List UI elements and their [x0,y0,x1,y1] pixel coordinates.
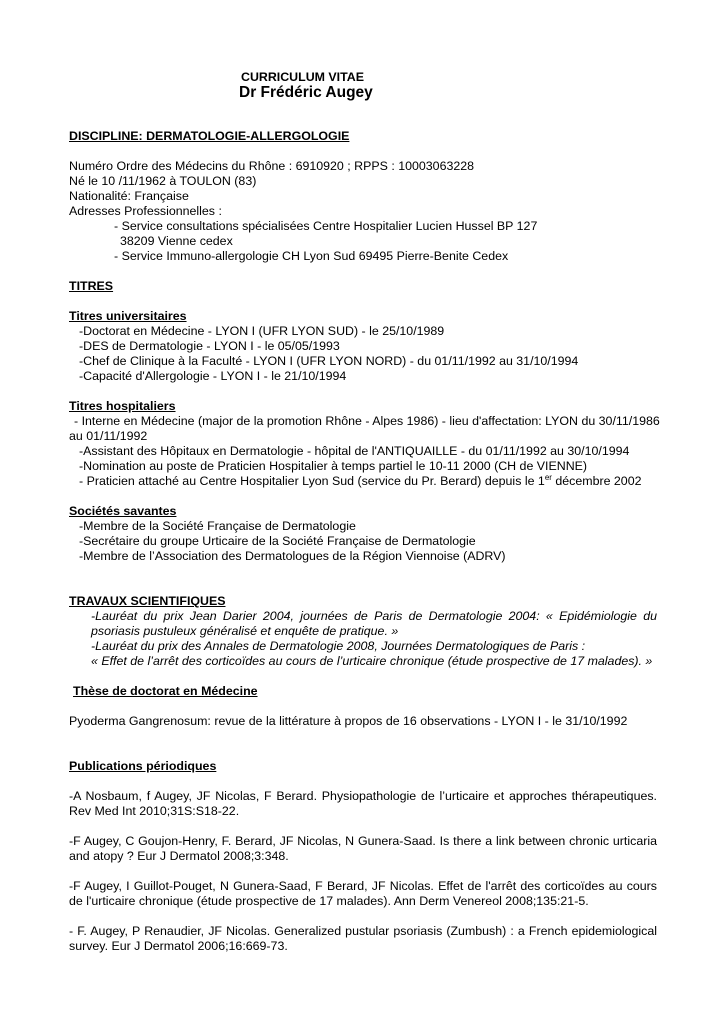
list-item: -Membre de l’Association des Dermatologues de la Région Viennoise (ADRV) [79,549,506,563]
address-2: - Service Immuno-allergologie CH Lyon Sud 69495 Pierre-Benite Cedex [114,249,509,263]
these-text: Pyoderma Gangrenosum: revue de la littérature à propos de 16 observations - LYON I - le 31/10/1992 [69,714,628,728]
list-item [69,474,657,489]
cv-label: CURRICULUM VITAE [241,70,364,84]
identity-block [69,159,657,264]
address-1: - Service consultations spécialisées Centre Hospitalier Lucien Hussel BP 127 [114,219,538,233]
titres-hospitaliers-heading: Titres hospitaliers [69,399,176,413]
list-item-continued: au 01/11/1992 [69,429,148,443]
addresses-label: Adresses Professionnelles : [69,204,222,218]
societes-heading: Sociétés savantes [69,504,177,518]
doctor-name: Dr Frédéric Augey [239,84,373,101]
address-1-city: 38209 Vienne cedex [120,234,233,248]
prix-2-title: « Effet de l’arrêt des corticoïdes au cours de l’urticaire chronique (étude prospective de 17 malades). » [91,654,653,668]
these-heading: Thèse de doctorat en Médecine [73,684,258,698]
superscript: er [544,472,552,482]
list-item: -DES de Dermatologie - LYON I - le 05/05/1993 [79,339,340,353]
birth-line: Né le 10 /11/1962 à TOULON (83) [69,174,257,188]
list-item: -Chef de Clinique à la Faculté - LYON I (UFR LYON NORD) - du 01/11/1992 au 31/10/1994 [79,354,579,368]
travaux-heading: TRAVAUX SCIENTIFIQUES [69,594,226,608]
publication-item: -F Augey, I Guillot-Pouget, N Gunera-Saad, F Berard, JF Nicolas. Effet de l'arrêt des corticoïdes au cours de l'urticaire chronique (étude prospective de 17 malades). Ann Derm Venereol 2008;135:21-5. [69,879,657,908]
publication-item: -A Nosbaum, f Augey, JF Nicolas, F Berard. Physiopathologie de l’urticaire et approches thérapeutiques. Rev Med Int 2010;31S:S18-22. [69,789,657,818]
publications-heading: Publications périodiques [69,759,217,773]
prix-1: -Lauréat du prix Jean Darier 2004, journées de Paris de Dermatologie 2004: « Epidémiologie du psoriasis pustuleux généralisé et enquête de pratique. » [91,609,657,638]
publication-item: - F. Augey, P Renaudier, JF Nicolas. Generalized pustular psoriasis (Zumbush) : a French epidemiological survey. Eur J Dermatol 2006;16:669-73. [69,924,657,953]
item-text: - Praticien attaché au Centre Hospitalier Lyon Sud (service du Pr. Berard) depuis le 1 [79,474,545,488]
titres-heading: TITRES [69,279,114,293]
item-text: décembre 2002 [551,474,642,488]
list-item: -Doctorat en Médecine - LYON I (UFR LYON SUD) - le 25/10/1989 [79,324,445,338]
cv-page [69,70,660,954]
list-item: -Nomination au poste de Praticien Hospitalier à temps partiel le 10-11 2000 (CH de VIENNE) [79,459,588,473]
titres-universitaires-heading: Titres universitaires [69,309,187,323]
list-item: -Assistant des Hôpitaux en Dermatologie - hôpital de l'ANTIQUAILLE - du 01/11/1992 au 30/10/1994 [79,444,630,458]
list-item: -Secrétaire du groupe Urticaire de la Société Française de Dermatologie [79,534,476,548]
discipline-heading: DISCIPLINE: DERMATOLOGIE-ALLERGOLOGIE [69,129,350,143]
ordre-line: Numéro Ordre des Médecins du Rhône : 6910920 ; RPPS : 10003063228 [69,159,475,173]
publication-item: -F Augey, C Goujon-Henry, F. Berard, JF Nicolas, N Gunera-Saad. Is there a link between chronic urticaria and atopy ? Eur J Dermatol 2008;3:348. [69,834,657,863]
nationality-line: Nationalité: Française [69,189,189,203]
prix-2: -Lauréat du prix des Annales de Dermatologie 2008, Journées Dermatologiques de Paris : [91,639,586,653]
cv-header [239,70,657,101]
list-item: -Capacité d'Allergologie - LYON I - le 21/10/1994 [79,369,347,383]
list-item: - Interne en Médecine (major de la promotion Rhône - Alpes 1986) - lieu d'affectation: LYON du 30/11/1986 [74,414,660,428]
list-item: -Membre de la Société Française de Dermatologie [79,519,356,533]
